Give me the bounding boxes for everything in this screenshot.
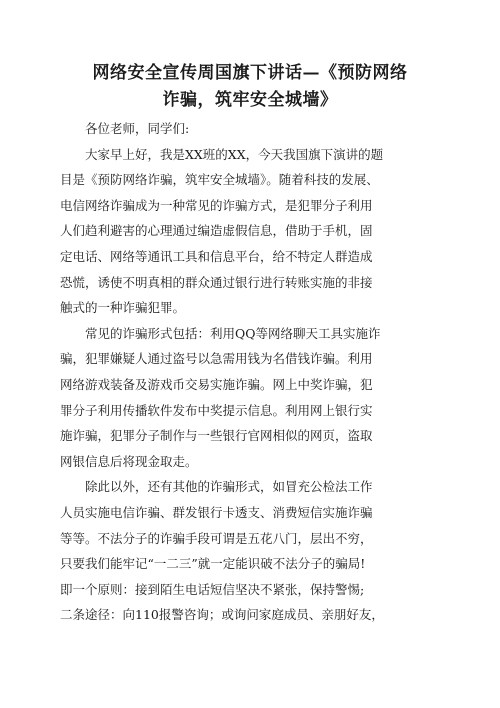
text-line: 除此以外，还有其他的诈骗形式，如冒充公检法工作 (85, 479, 373, 495)
text-line: 二条途径：向110报警咨询；或询问家庭成员、亲朋好友， (60, 607, 384, 623)
document-body (60, 116, 430, 628)
text-line: 网银信息后将现金取走。 (60, 453, 198, 469)
text-line: 人们趋利避害的心理通过编造虚假信息，借助于手机，固 (60, 223, 373, 239)
text-line: 罪分子利用传播软件发布中奖提示信息。利用网上银行实 (60, 402, 373, 418)
text-line: 大家早上好，我是XX班的XX，今天我国旗下演讲的题 (85, 146, 384, 162)
text-line: 即一个原则：接到陌生电话短信坚决不紧张，保持警惕; (60, 581, 365, 597)
text-line: 各位老师，同学们: (85, 121, 190, 136)
title-line: 诈骗，筑牢安全城墙》 (162, 90, 338, 110)
title-line: 网络安全宣传周国旗下讲话—《预防网络 (92, 63, 408, 83)
document-title (60, 60, 440, 114)
text-line: 触式的一种诈骗犯罪。 (60, 300, 186, 316)
text-line: 常见的诈骗形式包括：利用QQ等网络聊天工具实施诈 (85, 325, 381, 341)
text-line: 恐慌，诱使不明真相的群众通过银行进行转账实施的非接 (60, 274, 373, 290)
text-line: 人员实施电信诈骗、群发银行卡透支、消费短信实施诈骗 (60, 504, 373, 520)
text-line: 等等。不法分子的诈骗手段可谓是五花八门，层出不穷， (60, 530, 373, 546)
text-line: 施诈骗，犯罪分子制作与一些银行官网相似的网页，盗取 (60, 428, 373, 444)
text-line: 电信网络诈骗成为一种常见的诈骗方式，是犯罪分子利用 (60, 197, 373, 213)
text-line: 骗，犯罪嫌疑人通过盗号以急需用钱为名借钱诈骗。利用 (60, 351, 373, 367)
text-line: 网络游戏装备及游戏币交易实施诈骗。网上中奖诈骗，犯 (60, 376, 373, 392)
text-line: 目是《预防网络诈骗，筑牢安全城墙》。随着科技的发展、 (60, 172, 379, 188)
text-line: 定电话、网络等通讯工具和信息平台，给不特定人群造成 (60, 248, 373, 264)
text-line: 只要我们能牢记“一二三”就一定能识破不法分子的骗局! (60, 556, 366, 572)
